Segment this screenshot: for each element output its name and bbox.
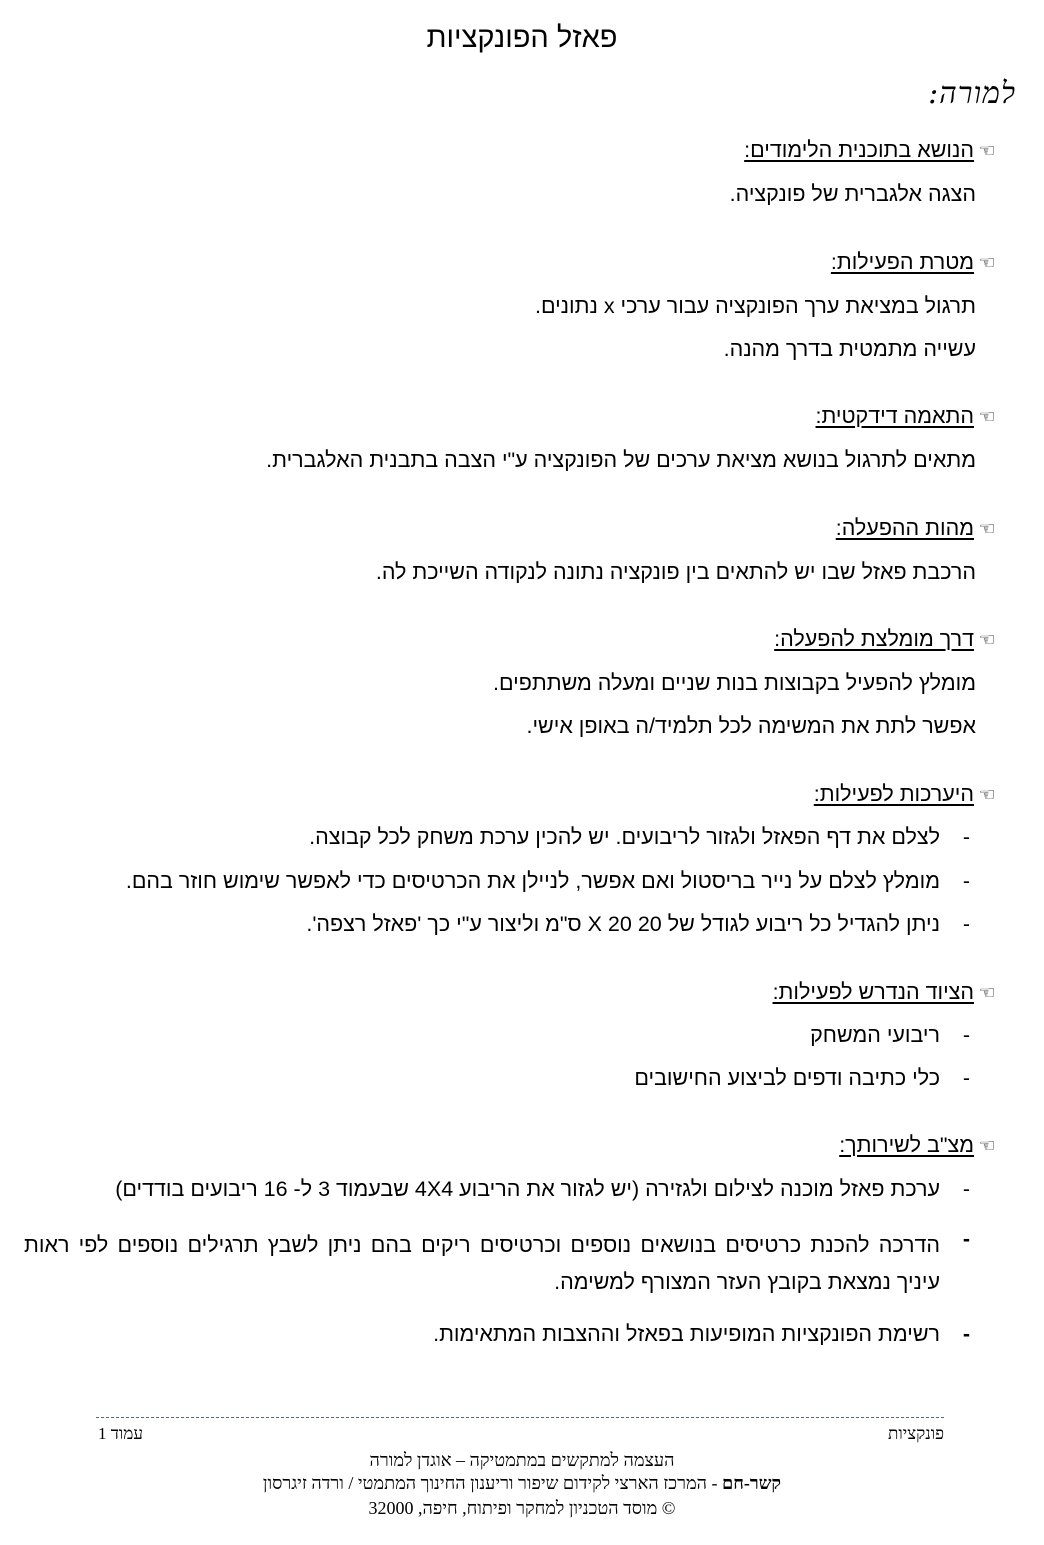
pointing-hand-icon: ☜ bbox=[978, 519, 996, 540]
pointing-hand-icon: ☜ bbox=[978, 983, 996, 1004]
footer-line-3: © מוסד הטכניון למחקר ופיתוח, חיפה, 32000 bbox=[368, 1498, 676, 1518]
section-heading-method: ☜דרך מומלצת להפעלה: bbox=[774, 627, 1000, 652]
bullet-dash: - bbox=[962, 1177, 970, 1201]
pointing-hand-icon: ☜ bbox=[978, 253, 996, 274]
section-heading-goal: ☜מטרת הפעילות: bbox=[831, 250, 1000, 275]
goal-line: עשייה מתמטית בדרך מהנה. bbox=[723, 337, 976, 361]
pointing-hand-icon: ☜ bbox=[978, 785, 996, 806]
list-item: מומלץ לצלם על נייר בריסטול ואם אפשר, לניילן את הכרטיסים כדי לאפשר שימוש חוזר בהם. bbox=[125, 869, 940, 893]
pointing-hand-icon: ☜ bbox=[978, 630, 996, 651]
list-item: כלי כתיבה ודפים לביצוע החישובים bbox=[634, 1066, 940, 1090]
footer-subject: פונקציות bbox=[888, 1424, 944, 1443]
page-title: פאזל הפונקציות bbox=[426, 22, 618, 54]
section-heading-essence: ☜מהות ההפעלה: bbox=[836, 516, 1000, 541]
pointing-hand-icon: ☜ bbox=[978, 141, 996, 162]
list-item: רשימת הפונקציות המופיעות בפאזל וההצבות המתאימות. bbox=[433, 1322, 940, 1346]
section-heading-didactic: ☜התאמה דידקטית: bbox=[816, 404, 1000, 429]
pointing-hand-icon: ☜ bbox=[978, 1136, 996, 1157]
footer-line-2: קשר-חם - המרכז הארצי לקידום שיפור וריענון החינוך המתמטי / ורדה זיגרסון bbox=[262, 1473, 782, 1493]
bullet-dash: - bbox=[962, 1066, 970, 1090]
bullet-dash: - bbox=[962, 912, 970, 936]
pointing-hand-icon: ☜ bbox=[978, 407, 996, 428]
footer-line-1: העצמה למתקשים במתמטיקה – אוגדן למורה bbox=[369, 1450, 675, 1470]
didactic-line: מתאים לתרגול בנושא מציאת ערכים של הפונקציה ע"י הצבה בתבנית האלגברית. bbox=[266, 448, 976, 472]
goal-line: תרגול במציאת ערך הפונקציה עבור ערכי x נתונים. bbox=[534, 294, 976, 318]
method-line: אפשר לתת את המשימה לכל תלמיד/ה באופן אישי. bbox=[526, 714, 976, 738]
footer-divider bbox=[96, 1417, 944, 1418]
section-heading-topic: ☜הנושא בתוכנית הלימודים: bbox=[744, 138, 1000, 163]
bullet-dash: - bbox=[962, 1023, 970, 1047]
section-heading-attached: ☜מצ"ב לשירותך: bbox=[839, 1133, 1000, 1158]
bullet-dash: - bbox=[962, 869, 970, 893]
essence-line: הרכבת פאזל שבו יש להתאים בין פונקציה נתונה לנקודה השייכת לה. bbox=[375, 560, 976, 584]
bullet-dash: - bbox=[962, 1322, 970, 1346]
list-item: ריבועי המשחק bbox=[810, 1023, 940, 1047]
bullet-dash: - bbox=[962, 825, 970, 849]
list-item: ניתן להגדיל כל ריבוע לגודל של 20 X 20 ס"מ וליצור ע"י כך 'פאזל רצפה'. bbox=[306, 912, 940, 936]
section-heading-prep: ☜היערכות לפעילות: bbox=[814, 782, 1000, 807]
footer-page-number: עמוד 1 bbox=[98, 1424, 143, 1443]
topic-line: הצגה אלגברית של פונקציה. bbox=[729, 182, 976, 206]
list-item: ערכת פאזל מוכנה לצילום ולגזירה (יש לגזור את הריבוע 4X4 שבעמוד 3 ל- 16 ריבועים בודדים) bbox=[115, 1177, 940, 1201]
teacher-heading: למורה: bbox=[928, 76, 1016, 111]
section-heading-equipment: ☜הציוד הנדרש לפעילות: bbox=[773, 980, 1000, 1005]
footer-brand: קשר-חם bbox=[721, 1473, 782, 1493]
method-line: מומלץ להפעיל בקבוצות בנות שניים ומעלה משתתפים. bbox=[493, 671, 976, 695]
list-item: לצלם את דף הפאזל ולגזור לריבועים. יש להכין ערכת משחק לכל קבוצה. bbox=[309, 825, 940, 849]
bullet-dash: - bbox=[962, 1227, 970, 1251]
list-item: הדרכה להכנת כרטיסים בנושאים נוספים וכרטיסים ריקים בהם ניתן לשבץ תרגילים נוספים לפי ראות עיניך נמצאת בקובץ העזר המצורף למשימה. bbox=[24, 1233, 940, 1294]
